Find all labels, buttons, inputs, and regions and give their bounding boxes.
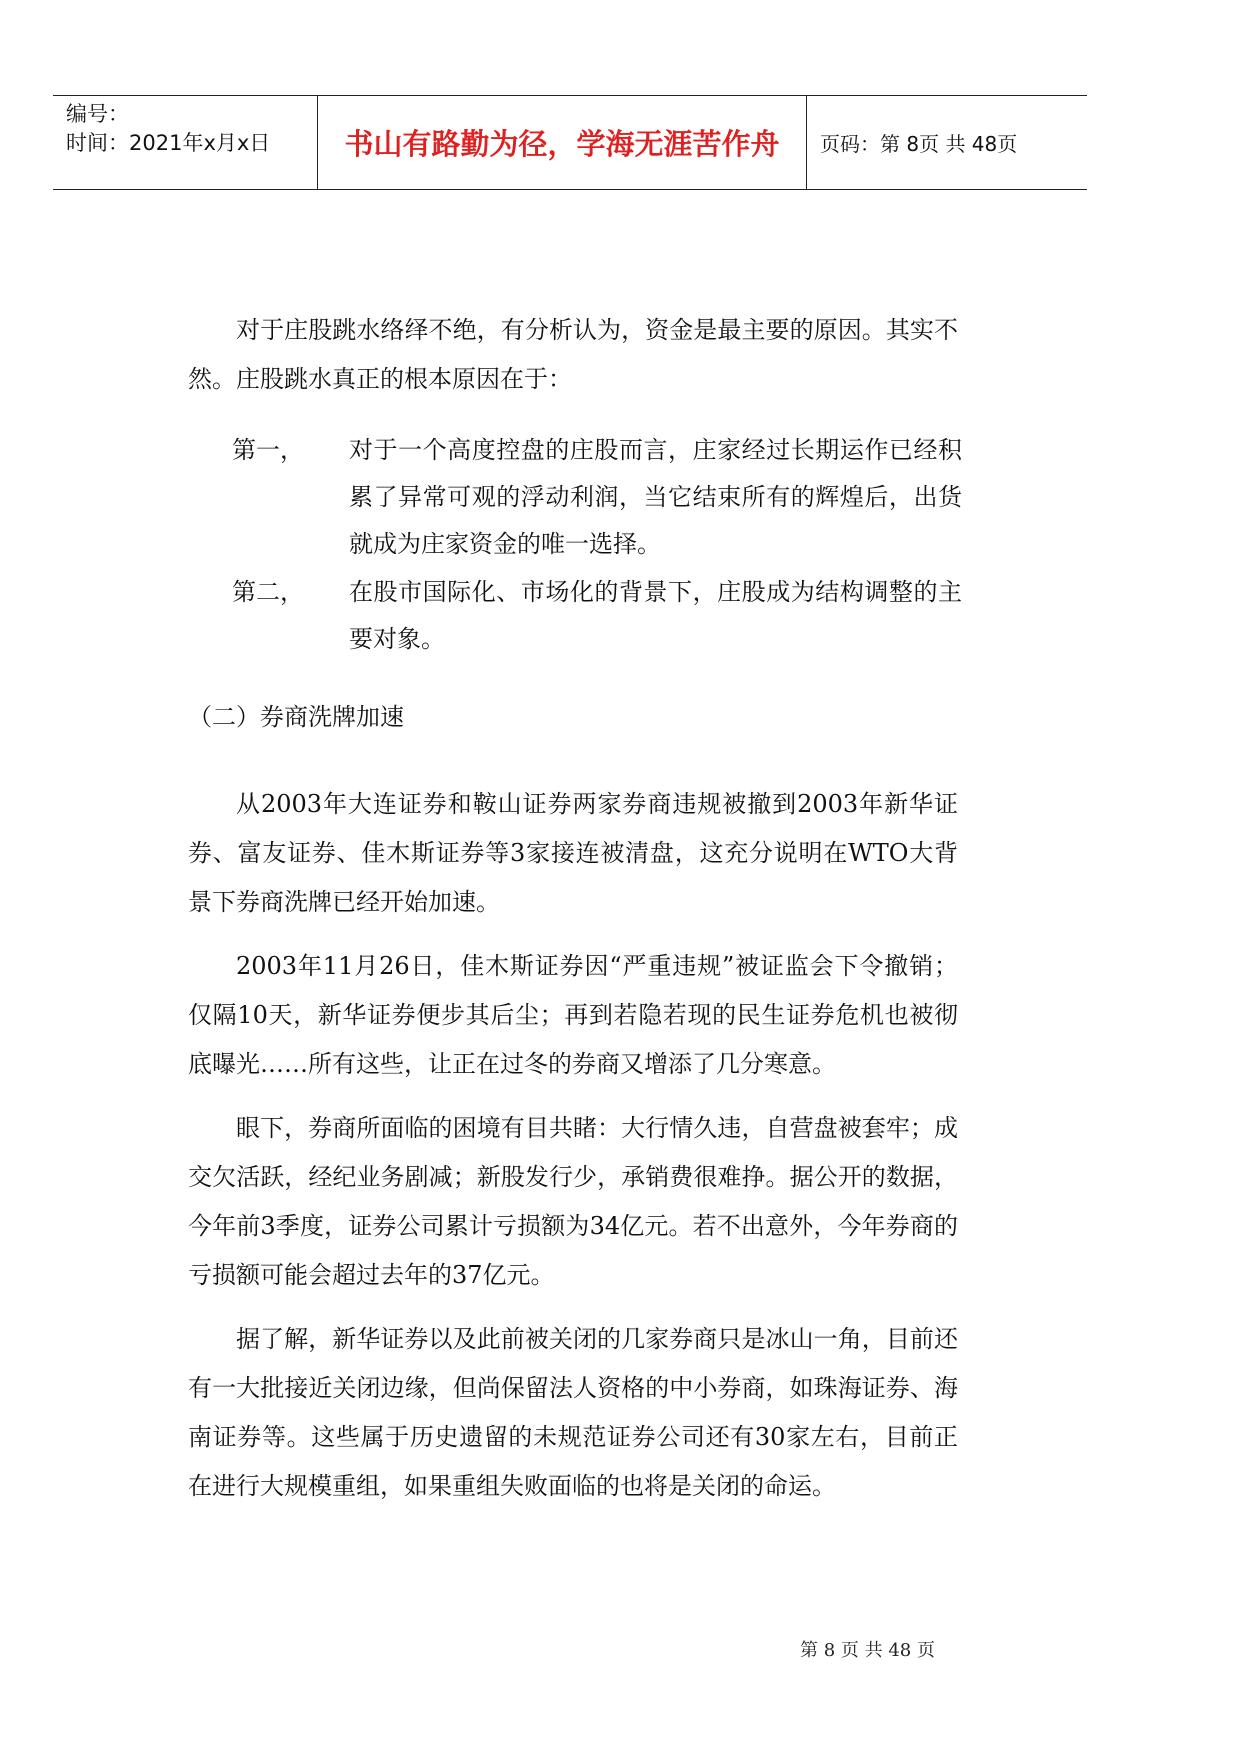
list-marker: 第二， [232,578,304,606]
header-motto: 书山有路勤为径，学海无涯苦作舟 [344,126,780,161]
list-item [232,569,962,663]
list-text: 对于一个高度控盘的庄股而言，庄家经过长期运作已经积累了异常可观的浮动利润，当它结束所有的辉煌后，出货就成为庄家资金的唯一选择。 [349,436,962,558]
section-heading: （二）券商洗牌加速 [188,703,404,731]
document-number-label: 编号： [66,102,129,126]
paragraph: 对于庄股跳水络绎不绝，有分析认为，资金是最主要的原因。其实不然。庄股跳水真正的根本原因在于： [188,316,958,393]
header-divider [806,95,807,189]
list-marker: 第一， [232,436,304,464]
paragraph: 从2003年大连证券和鞍山证券两家券商违规被撤到2003年新华证券、富友证券、佳木斯证券等3家接连被清盘，这充分说明在WTO大背景下券商洗牌已经开始加速。 [188,790,958,916]
header-bottom-rule [53,189,1087,190]
header-meta [66,100,316,158]
document-date: 时间：2021年x月x日 [66,131,271,155]
header-page-info: 页码：第 8页 共 48页 [820,131,1018,156]
list-text: 在股市国际化、市场化的背景下，庄股成为结构调整的主要对象。 [349,578,962,653]
paragraph: 据了解，新华证券以及此前被关闭的几家券商只是冰山一角，目前还有一大批接近关闭边缘，但尚保留法人资格的中小券商，如珠海证券、海南证券等。这些属于历史遗留的未规范证券公司还有30家左右，目前正在进行大规模重组，如果重组失败面临的也将是关闭的命运。 [188,1325,958,1500]
page-footer: 第 8 页 共 48 页 [800,1640,935,1661]
paragraph: 2003年11月26日，佳木斯证券因“严重违规”被证监会下令撤销；仅隔10天，新华证券便步其后尘；再到若隐若现的民生证券危机也被彻底曝光……所有这些，让正在过冬的券商又增添了几分寒意。 [188,952,958,1078]
paragraph: 眼下，券商所面临的困境有目共睹：大行情久违，自营盘被套牢；成交欠活跃，经纪业务剧减；新股发行少，承销费很难挣。据公开的数据，今年前3季度，证券公司累计亏损额为34亿元。若不出意外，今年券商的亏损额可能会超过去年的37亿元。 [188,1114,958,1289]
list-item [232,427,962,568]
